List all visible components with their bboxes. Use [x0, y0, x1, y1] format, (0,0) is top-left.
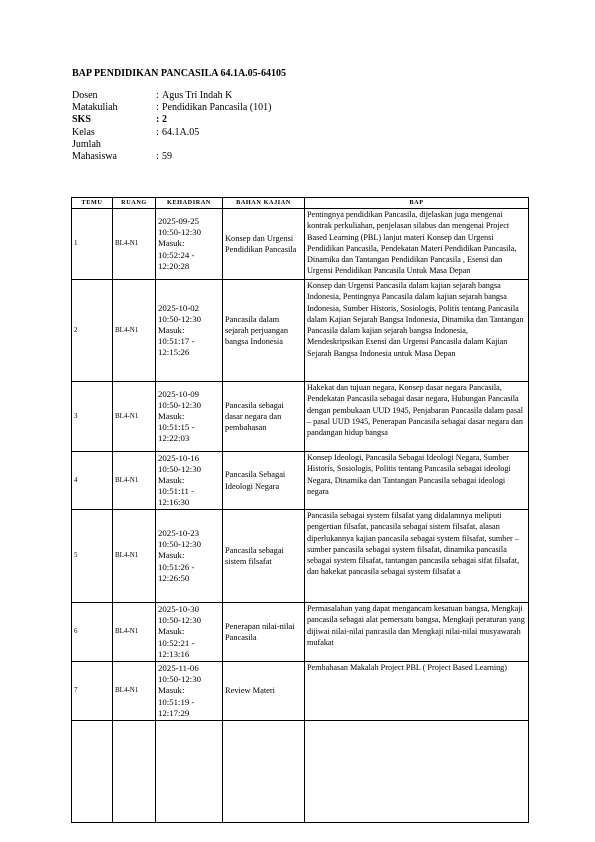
table-header-row [72, 198, 529, 209]
info-label: Kelas [72, 126, 95, 138]
info-row-sks [72, 114, 271, 126]
cell-kehadiran [156, 721, 223, 823]
course-info [72, 90, 271, 163]
table-row [72, 209, 529, 280]
info-row-kelas [72, 127, 271, 139]
info-row-jumlah [72, 139, 271, 151]
cell-bahan-kajian: Pancasila sebagai dasar negara dan pembahasan [223, 382, 305, 452]
info-label: SKS [72, 114, 91, 126]
cell-temu: 5 [72, 510, 113, 603]
info-value: 59 [162, 151, 172, 163]
info-separator [156, 139, 162, 151]
cell-kehadiran: 2025-09-25 10:50-12:30 Masuk: 10:52:24 - 12:20:28 [156, 209, 223, 280]
cell-kehadiran: 2025-10-16 10:50-12:30 Masuk: 10:51:11 - 12:16:30 [156, 452, 223, 510]
info-label: Mahasiswa [72, 151, 117, 163]
table-row [72, 510, 529, 603]
info-value: 2 [162, 114, 167, 126]
cell-bahan-kajian: Penerapan nilai-nilai Pancasila [223, 603, 305, 662]
cell-temu: 3 [72, 382, 113, 452]
cell-kehadiran: 2025-10-30 10:50-12:30 Masuk: 10:52:21 - 12:13:16 [156, 603, 223, 662]
info-label: Matakuliah [72, 102, 118, 114]
cell-ruang [113, 721, 156, 823]
cell-bap: Permasalahan yang dapat mengancam kesatuan bangsa, Mengkaji pancasila sebagai alat pemersatu bangsa, Mengkaji peraturan yang dijiwai nilai-nilai pancasila dan Mengkaji nilai-nilai musyawarah mufakat [305, 603, 529, 662]
cell-bap: Konsep dan Urgensi Pancasila dalam kajian sejarah bangsa Indonesia, Pentingnya Pancasila dalam kajian sejarah bangsa Indonesia, Sumber Historis, Sosiologis, Politis tentang Pancasila dalam Kajian Sejarah Bangsa Indonesia, Dinamika dan Tantangan Pancasila dalam kajian sejarah bangsa Indonesia, Mendeskripsikan Esensi dan Urgensi Pancasila dalam Kajian Sejarah Bangsa Indonesia untuk Masa Depan [305, 280, 529, 382]
header-temu: TEMU [72, 198, 113, 209]
cell-bahan-kajian: Konsep dan Urgensi Pendidikan Pancasila [223, 209, 305, 280]
cell-kehadiran: 2025-10-09 10:50-12:30 Masuk: 10:51:15 - 12:22:03 [156, 382, 223, 452]
cell-ruang: BL4-N1 [113, 209, 156, 280]
cell-ruang: BL4-N1 [113, 382, 156, 452]
cell-bap: Hakekat dan tujuan negara, Konsep dasar negara Pancasila, Pendekatan Pancasila sebagai dasar negara, Hubungan Pancasila dengan pembukaan UUD 1945, Penjabaran Pancasila dalam pasal – pasal UUD 1945, Penerapan Pancasila sebagai dasar negara dan pandangan hidup bangsa [305, 382, 529, 452]
cell-kehadiran: 2025-11-06 10:50-12:30 Masuk: 10:51:19 - 12:17:29 [156, 662, 223, 721]
cell-ruang: BL4-N1 [113, 603, 156, 662]
table-row [72, 662, 529, 721]
header-ruang: RUANG [113, 198, 156, 209]
cell-temu: 2 [72, 280, 113, 382]
info-value: Agus Tri Indah K [162, 90, 233, 101]
cell-bahan-kajian: Review Materi [223, 662, 305, 721]
table-row [72, 382, 529, 452]
cell-bahan-kajian: Pancasila sebagai sistem filsafat [223, 510, 305, 603]
cell-bahan-kajian: Pancasila dalam sejarah perjuangan bangsa Indonesia [223, 280, 305, 382]
cell-ruang: BL4-N1 [113, 452, 156, 510]
info-label: Jumlah [72, 138, 101, 150]
cell-bahan-kajian: Pancasila Sebagai Ideologi Negara [223, 452, 305, 510]
cell-temu: 6 [72, 603, 113, 662]
info-value: Pendidikan Pancasila (101) [162, 102, 272, 114]
header-kehadiran: KEHADIRAN [156, 198, 223, 209]
info-row-dosen [72, 90, 271, 102]
info-row-matakuliah [72, 102, 271, 114]
info-separator: : [156, 90, 159, 101]
cell-kehadiran: 2025-10-02 10:50-12:30 Masuk: 10:51:17 - 12:15:26 [156, 280, 223, 382]
cell-ruang: BL4-N1 [113, 662, 156, 721]
table-row [72, 280, 529, 382]
info-separator: : [156, 114, 160, 126]
cell-bap [305, 721, 529, 823]
table-row [72, 452, 529, 510]
header-bap: BAP [305, 198, 529, 209]
cell-temu: 4 [72, 452, 113, 510]
info-separator: : [156, 151, 159, 163]
table-row [72, 603, 529, 662]
table-row-empty [72, 721, 529, 823]
info-value: 64.1A.05 [162, 126, 200, 138]
cell-bahan-kajian [223, 721, 305, 823]
cell-ruang: BL4-N1 [113, 510, 156, 603]
cell-bap: Konsep Ideologi, Pancasila Sebagai Ideologi Negara, Sumber Historis, Sosiologis, Politis tentang Pancasila sebagai ideologi Negara, Dinamika dan Tantangan Pancasila sebagai ideologi negara [305, 452, 529, 510]
cell-bap: Pancasila sebagai system filsafat yang didalamnya meliputi pengertian filsafat, pancasila sebagai sistem filsafat, alasan diperlukannya kajian pancasila sebagai system filsafat, sumber – sumber pancasila sebagai system filsafat, dinamika pancasila sebagai system filsafat, tantangan pancasila sebagai sifat filsafat, dan hakekat pancasila sebagai system filsafat a [305, 510, 529, 603]
bap-table [71, 197, 529, 823]
info-row-mahasiswa [72, 151, 271, 163]
cell-temu: 7 [72, 662, 113, 721]
cell-bap: Pembahasan Makalah Project PBL ( Project Based Learning) [305, 662, 529, 721]
info-separator: : [156, 126, 159, 138]
header-bahan-kajian: BAHAN KAJIAN [223, 198, 305, 209]
cell-kehadiran: 2025-10-23 10:50-12:30 Masuk: 10:51:26 - 12:26:50 [156, 510, 223, 603]
cell-ruang: BL4-N1 [113, 280, 156, 382]
cell-temu: 1 [72, 209, 113, 280]
info-separator: : [156, 102, 159, 114]
document-title: BAP PENDIDIKAN PANCASILA 64.1A.05-64105 [72, 68, 286, 79]
cell-bap: Pentingnya pendidikan Pancasila, dijelaskan juga mengenai kontrak perkuliahan, penjelasan silabus dan mengenai Project Based Learning (PBL) lanjut materi Konsep dan Urgensi Pendidikan Pancasila, Pendekatan Materi Pendidikan Pancasila, Dinamika dan Tantangan Pendidikan Pancasila , Esensi dan Urgensi Pendidikan Pancasila Untuk Masa Depan [305, 209, 529, 280]
info-label: Dosen [72, 90, 98, 101]
cell-temu [72, 721, 113, 823]
